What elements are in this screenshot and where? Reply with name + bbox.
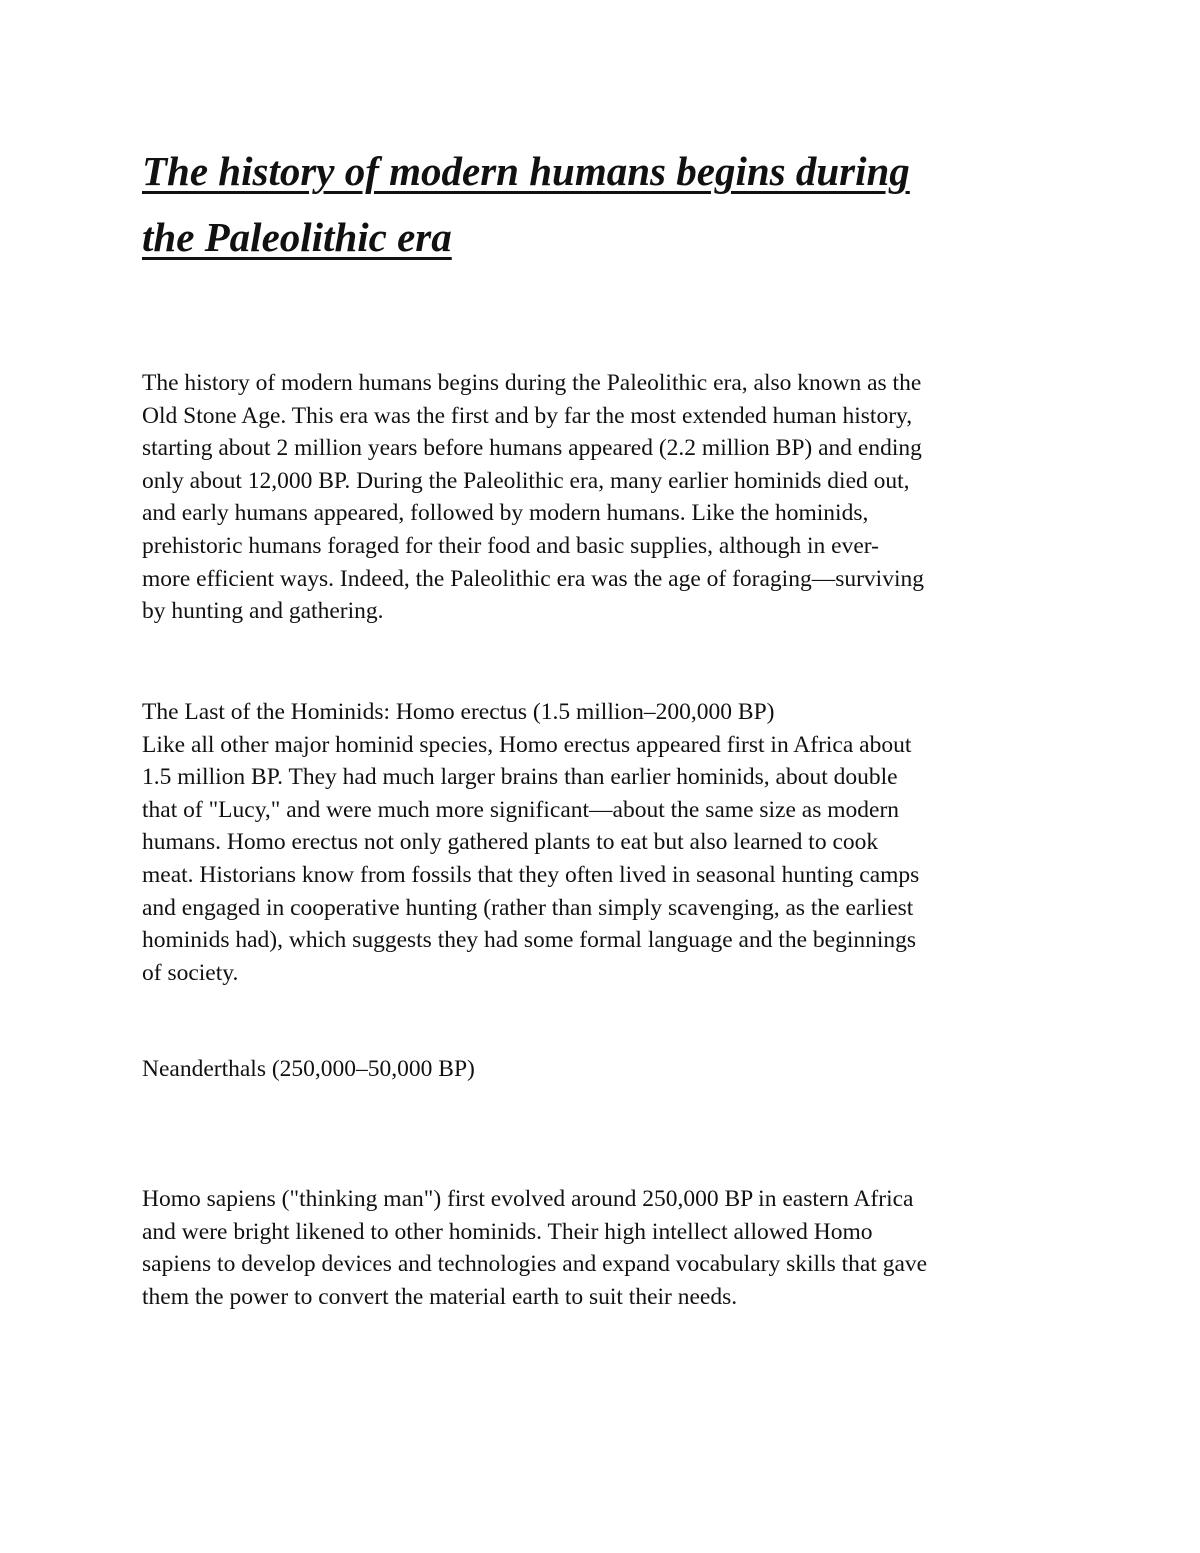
text-line: Neanderthals (250,000–50,000 BP) — [142, 1056, 475, 1082]
text-line: Homo sapiens ("thinking man") first evolved around 250,000 BP in eastern Africa — [142, 1186, 914, 1212]
text-line: meat. Historians know from fossils that they often lived in seasonal hunting camps — [142, 861, 920, 888]
text-line: by hunting and gathering. — [142, 598, 384, 625]
text-line: and were bright likened to other hominids. Their high intellect allowed Homo — [142, 1218, 873, 1245]
text-line: humans. Homo erectus not only gathered plants to eat but also learned to cook — [142, 829, 879, 856]
paragraph-homo-sapiens — [142, 1183, 1072, 1313]
paragraph-homo-erectus — [142, 696, 1072, 989]
text-line: more efficient ways. Indeed, the Paleolithic era was the age of foraging—surviving — [142, 565, 924, 592]
text-line: Old Stone Age. This era was the first and by far the most extended human history, — [142, 402, 913, 429]
text-line: The Last of the Hominids: Homo erectus (1.5 million–200,000 BP) — [142, 699, 775, 725]
title-line: the Paleolithic era — [142, 214, 452, 260]
text-line: and early humans appeared, followed by modern humans. Like the hominids, — [142, 500, 869, 527]
paragraph-neanderthals — [142, 1053, 1072, 1086]
text-line: only about 12,000 BP. During the Paleolithic era, many earlier hominids died out, — [142, 467, 910, 494]
paragraph-paleolithic-intro — [142, 367, 1072, 628]
text-line: sapiens to develop devices and technologies and expand vocabulary skills that gave — [142, 1251, 928, 1278]
text-line: and engaged in cooperative hunting (rather than simply scavenging, as the earliest — [142, 894, 914, 921]
text-line: hominids had), which suggests they had some formal language and the beginnings — [142, 927, 917, 954]
text-line: Like all other major hominid species, Homo erectus appeared first in Africa about — [142, 731, 912, 758]
text-line: starting about 2 million years before humans appeared (2.2 million BP) and ending — [142, 435, 922, 462]
text-line: prehistoric humans foraged for their food and basic supplies, although in ever- — [142, 532, 879, 559]
text-line: that of "Lucy," and were much more significant—about the same size as modern — [142, 796, 900, 823]
text-line: 1.5 million BP. They had much larger brains than earlier hominids, about double — [142, 764, 898, 791]
document-title — [142, 138, 1072, 270]
text-line: The history of modern humans begins during the Paleolithic era, also known as the — [142, 370, 922, 396]
title-line: The history of modern humans begins during — [142, 148, 910, 194]
text-line: them the power to convert the material earth to suit their needs. — [142, 1283, 738, 1310]
text-line: of society. — [142, 959, 239, 986]
